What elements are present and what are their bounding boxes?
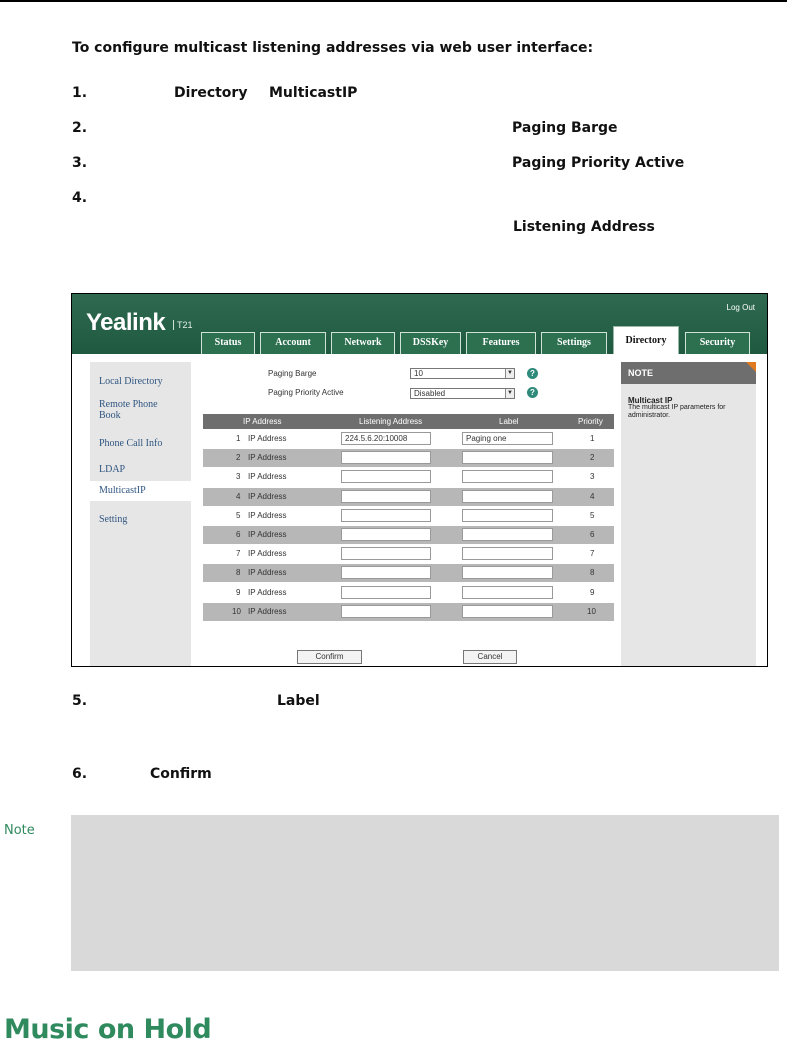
step-number: 6. <box>72 766 88 782</box>
web-ui-body <box>72 354 767 666</box>
row-name: IP Address <box>248 549 287 559</box>
table-row <box>203 468 614 486</box>
note-label: Note <box>4 823 35 838</box>
step-2 <box>72 120 168 136</box>
step-2-paging-barge: Paging Barge <box>512 120 618 136</box>
column-priority: Priority <box>578 417 603 426</box>
tab-directory[interactable]: Directory <box>613 326 679 354</box>
row-priority: 4 <box>590 491 595 501</box>
table-row <box>203 449 614 467</box>
tab-network[interactable]: Network <box>331 332 395 354</box>
step-1 <box>72 85 168 101</box>
step-number: 2. <box>72 120 88 136</box>
sidebar-item-ldap[interactable]: LDAP <box>99 464 126 475</box>
row-priority: 1 <box>590 434 595 443</box>
label-input[interactable] <box>462 451 553 464</box>
step-number: 3. <box>72 155 88 171</box>
row-index: 10 <box>232 606 241 616</box>
table-row <box>203 488 614 506</box>
intro-sentence: To configure multicast listening addresses via web user interface: <box>72 40 594 56</box>
table-row <box>203 584 614 602</box>
row-name: IP Address <box>248 491 287 501</box>
note-text: The multicast IP parameters for administrator. <box>628 404 726 419</box>
step-5 <box>72 693 168 709</box>
note-title: Multicast IP <box>628 396 673 405</box>
note-box <box>71 815 779 971</box>
paging-barge-value: 10 <box>414 369 423 378</box>
help-icon[interactable]: ? <box>527 368 538 379</box>
dropdown-arrow-icon: ▼ <box>505 369 514 378</box>
label-input[interactable]: Paging one <box>462 432 553 445</box>
label-input[interactable] <box>462 509 553 522</box>
step-1-menu-directory: Directory <box>174 85 248 101</box>
listening-address-input[interactable] <box>341 586 431 599</box>
column-ip-address: IP Address <box>243 417 282 426</box>
page-top-rule <box>0 0 787 2</box>
paging-priority-select[interactable] <box>410 388 515 399</box>
tab-security[interactable]: Security <box>685 332 750 354</box>
logout-link[interactable]: Log Out <box>726 303 755 312</box>
listening-address-input[interactable] <box>341 605 431 618</box>
row-name: IP Address <box>248 606 287 616</box>
step-4-listening-address: Listening Address <box>513 219 655 235</box>
note-heading: NOTE <box>621 362 756 384</box>
step-1-menu-multicastip: MulticastIP <box>269 85 358 101</box>
step-number: 5. <box>72 693 88 709</box>
table-row <box>203 526 614 544</box>
row-priority: 7 <box>590 549 595 559</box>
table-row <box>203 507 614 525</box>
confirm-button[interactable]: Confirm <box>297 650 362 664</box>
row-index: 8 <box>236 568 241 578</box>
sidebar-item-setting[interactable]: Setting <box>99 514 128 525</box>
listening-address-input[interactable] <box>341 528 431 541</box>
step-3 <box>72 155 168 171</box>
listening-address-input[interactable] <box>341 509 431 522</box>
label-input[interactable] <box>462 566 553 579</box>
row-index: 2 <box>236 453 241 463</box>
step-5-label: Label <box>277 693 320 709</box>
tab-account[interactable]: Account <box>260 332 326 354</box>
listening-address-input[interactable] <box>341 490 431 503</box>
step-number: 4. <box>72 190 88 206</box>
tab-status[interactable]: Status <box>201 332 255 354</box>
step-3-paging-priority-active: Paging Priority Active <box>512 155 685 171</box>
row-index: 4 <box>236 491 241 501</box>
row-priority: 2 <box>590 453 595 463</box>
row-name: IP Address <box>248 510 287 520</box>
note-corner-icon <box>746 362 756 372</box>
table-row <box>203 545 614 563</box>
cancel-button[interactable]: Cancel <box>463 650 517 664</box>
section-heading: Music on Hold <box>4 1014 212 1045</box>
sidebar-item-phone-call-info[interactable]: Phone Call Info <box>99 438 163 449</box>
sidebar-item-remote-phone-book[interactable]: Remote Phone Book <box>99 399 158 421</box>
listening-address-input[interactable] <box>341 547 431 560</box>
tab-features[interactable]: Features <box>466 332 536 354</box>
step-number: 1. <box>72 85 88 101</box>
listening-address-input[interactable]: 224.5.6.20:10008 <box>341 432 431 445</box>
label-input[interactable] <box>462 470 553 483</box>
tab-dsskey[interactable]: DSSKey <box>400 332 461 354</box>
row-index: 1 <box>236 434 241 443</box>
web-ui-screenshot <box>71 293 768 667</box>
row-name: IP Address <box>248 530 287 539</box>
label-input[interactable] <box>462 547 553 560</box>
note-panel <box>621 362 756 666</box>
row-name: IP Address <box>248 587 287 597</box>
row-priority: 5 <box>590 510 595 520</box>
yealink-logo: Yealink <box>86 309 166 336</box>
table-row <box>203 430 614 448</box>
column-listening-address: Listening Address <box>359 417 423 426</box>
tab-settings[interactable]: Settings <box>541 332 607 354</box>
paging-barge-label: Paging Barge <box>268 369 317 378</box>
sidebar <box>90 362 191 666</box>
sidebar-item-local-directory[interactable]: Local Directory <box>99 376 163 387</box>
row-priority: 6 <box>590 530 595 539</box>
label-input[interactable] <box>462 605 553 618</box>
row-index: 3 <box>236 472 241 482</box>
table-row <box>203 603 614 621</box>
dropdown-arrow-icon: ▼ <box>505 389 514 398</box>
label-input[interactable] <box>462 490 553 503</box>
row-index: 7 <box>236 549 241 559</box>
row-priority: 8 <box>590 568 595 578</box>
listening-address-input[interactable] <box>341 451 431 464</box>
row-name: IP Address <box>248 472 287 482</box>
row-name: IP Address <box>248 453 287 463</box>
row-index: 9 <box>236 587 241 597</box>
row-priority: 3 <box>590 472 595 482</box>
row-priority: 9 <box>590 587 595 597</box>
label-input[interactable] <box>462 528 553 541</box>
listening-address-input[interactable] <box>341 470 431 483</box>
row-name: IP Address <box>248 434 287 443</box>
row-priority: 10 <box>587 606 596 616</box>
table-header <box>203 414 614 429</box>
row-name: IP Address <box>248 568 287 578</box>
model-label: T21 <box>173 320 193 330</box>
table-row <box>203 564 614 582</box>
help-icon[interactable]: ? <box>527 387 538 398</box>
sidebar-item-multicastip[interactable]: MulticastIP <box>90 481 191 501</box>
paging-barge-select[interactable] <box>410 368 515 379</box>
step-4 <box>72 190 168 206</box>
paging-priority-value: Disabled <box>414 389 446 398</box>
column-label: Label <box>499 417 519 426</box>
yealink-header <box>72 294 767 354</box>
row-index: 6 <box>236 530 241 539</box>
row-index: 5 <box>236 510 241 520</box>
paging-priority-label: Paging Priority Active <box>268 388 344 397</box>
listening-address-input[interactable] <box>341 566 431 579</box>
step-6-confirm: Confirm <box>150 766 212 782</box>
label-input[interactable] <box>462 586 553 599</box>
